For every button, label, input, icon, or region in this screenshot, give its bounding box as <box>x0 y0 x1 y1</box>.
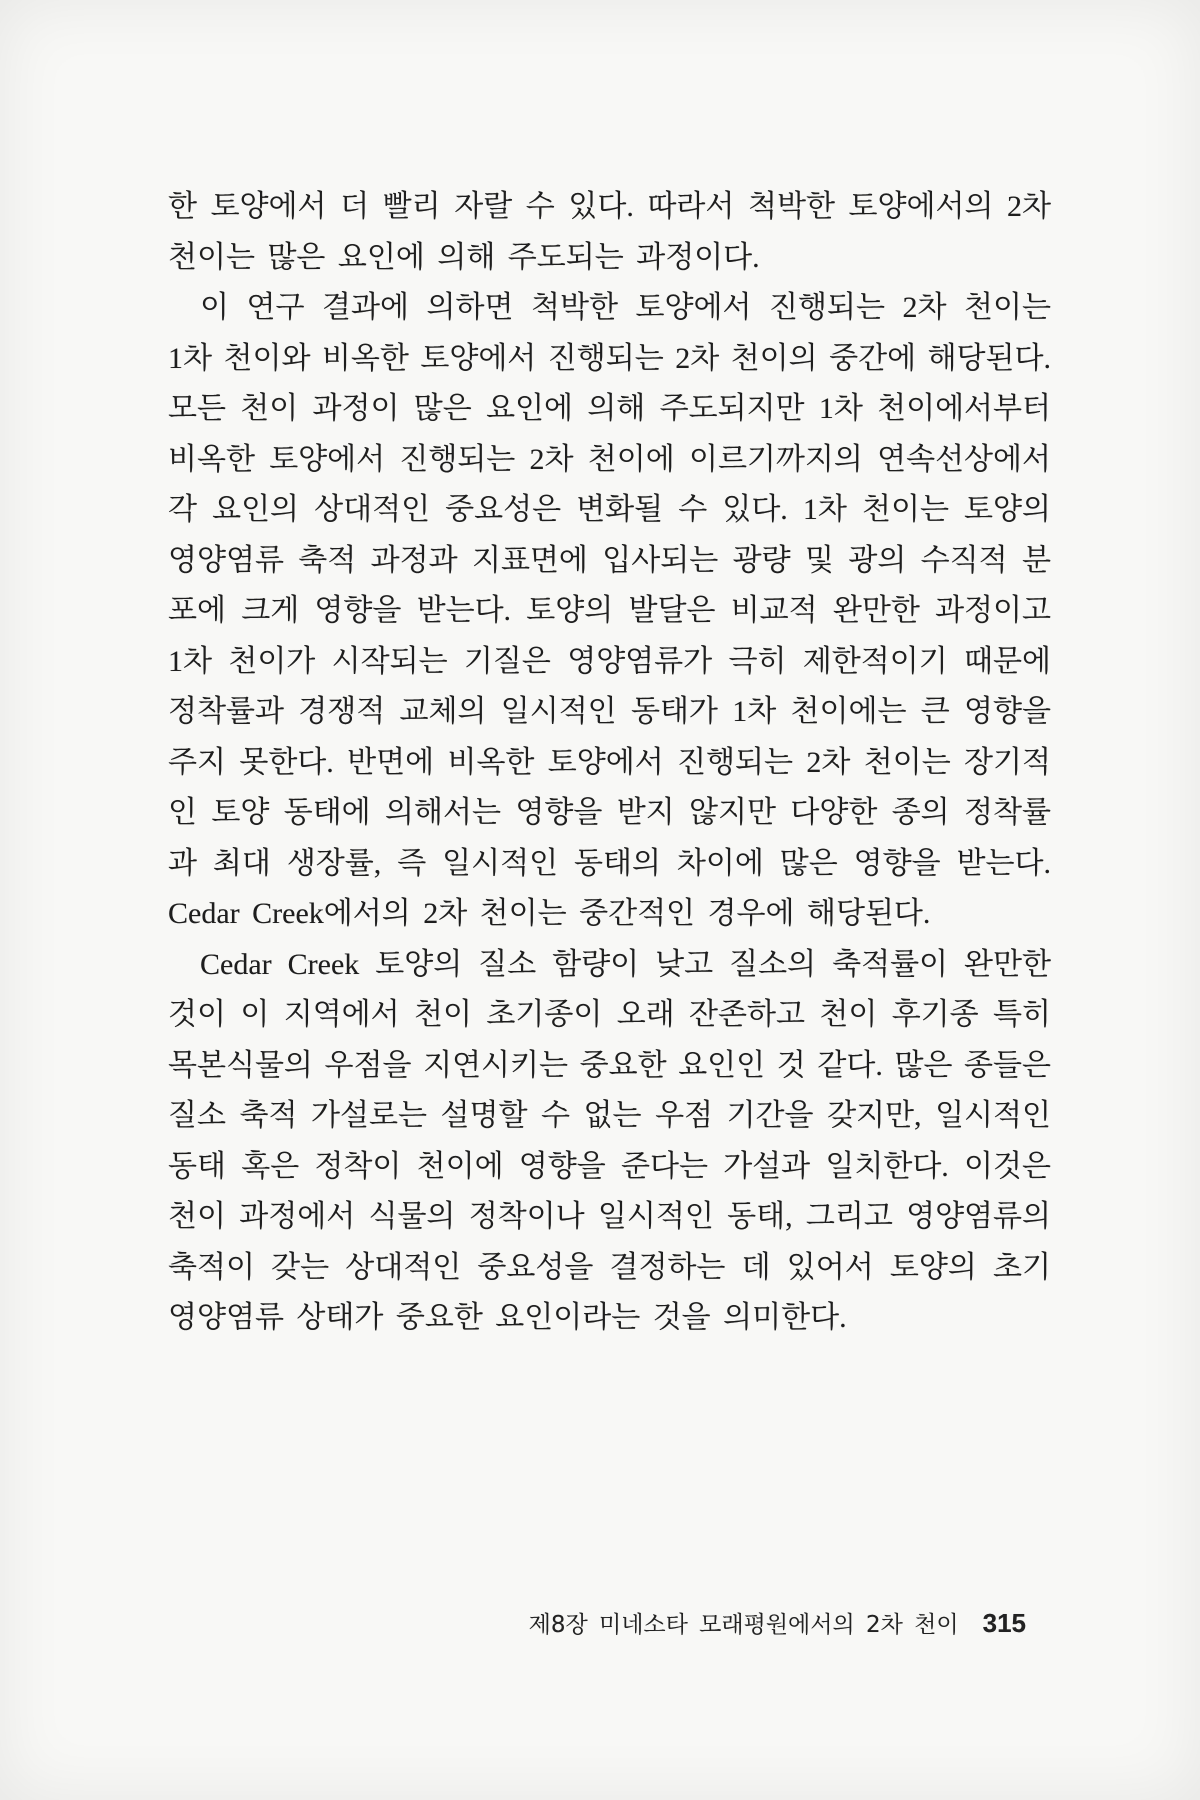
text-line: 1차 천이가 시작되는 기질은 영양염류가 극히 제한적이기 때문에 <box>168 644 1051 678</box>
text-line: 각 요인의 상대적인 중요성은 변화될 수 있다. 1차 천이는 토양의 <box>168 493 1051 526</box>
text-line: 영양염류 상태가 중요한 요인이라는 것을 의미한다. <box>168 1301 847 1334</box>
text-line: 천이는 많은 요인에 의해 주도되는 과정이다. <box>168 240 760 274</box>
text-line: 이 연구 결과에 의하면 척박한 토양에서 진행되는 2차 천이는 <box>200 291 1051 324</box>
page-footer <box>529 1606 1026 1640</box>
paragraph <box>168 940 1051 1344</box>
text-line: 축적이 갖는 상대적인 중요성을 결정하는 데 있어서 토양의 초기 <box>168 1250 1051 1284</box>
page-number: 315 <box>982 1608 1026 1638</box>
paragraph <box>168 283 1051 940</box>
text-line: 목본식물의 우점을 지연시키는 중요한 요인인 것 같다. 많은 종들은 <box>168 1048 1051 1082</box>
text-line: 비옥한 토양에서 진행되는 2차 천이에 이르기까지의 연속선상에서 <box>168 442 1051 476</box>
text-line: 동태 혹은 정착이 천이에 영향을 준다는 가설과 일치한다. 이것은 <box>168 1149 1051 1183</box>
text-line: 인 토양 동태에 의해서는 영향을 받지 않지만 다양한 종의 정착률 <box>168 796 1051 829</box>
text-line: 영양염류 축적 과정과 지표면에 입사되는 광량 및 광의 수직적 분 <box>168 543 1051 577</box>
text-line: 포에 크게 영향을 받는다. 토양의 발달은 비교적 완만한 과정이고 <box>168 594 1051 627</box>
text-line: 천이 과정에서 식물의 정착이나 일시적인 동태, 그리고 영양염류의 <box>168 1200 1051 1233</box>
text-line: 1차 천이와 비옥한 토양에서 진행되는 2차 천이의 중간에 해당된다. <box>168 341 1051 375</box>
body-text <box>168 182 1051 1344</box>
text-line: 것이 이 지역에서 천이 초기종이 오래 잔존하고 천이 후기종 특히 <box>168 998 1051 1031</box>
text-line: 정착률과 경쟁적 교체의 일시적인 동태가 1차 천이에는 큰 영향을 <box>168 695 1051 728</box>
paragraph-continued <box>168 182 1051 283</box>
text-line: Cedar Creek 토양의 질소 함량이 낮고 질소의 축적률이 완만한 <box>200 947 1051 981</box>
text-line: Cedar Creek에서의 2차 천이는 중간적인 경우에 해당된다. <box>168 897 931 930</box>
text-line: 모든 천이 과정이 많은 요인에 의해 주도되지만 1차 천이에서부터 <box>168 392 1051 425</box>
text-line: 과 최대 생장률, 즉 일시적인 동태의 차이에 많은 영향을 받는다. <box>168 846 1051 880</box>
text-line: 주지 못한다. 반면에 비옥한 토양에서 진행되는 2차 천이는 장기적 <box>168 745 1051 779</box>
text-line: 한 토양에서 더 빨리 자랄 수 있다. 따라서 척박한 토양에서의 2차 <box>168 190 1051 223</box>
running-head: 제8장 미네소타 모래평원에서의 2차 천이 <box>528 1612 959 1638</box>
text-line: 질소 축적 가설로는 설명할 수 없는 우점 기간을 갖지만, 일시적인 <box>168 1099 1051 1132</box>
